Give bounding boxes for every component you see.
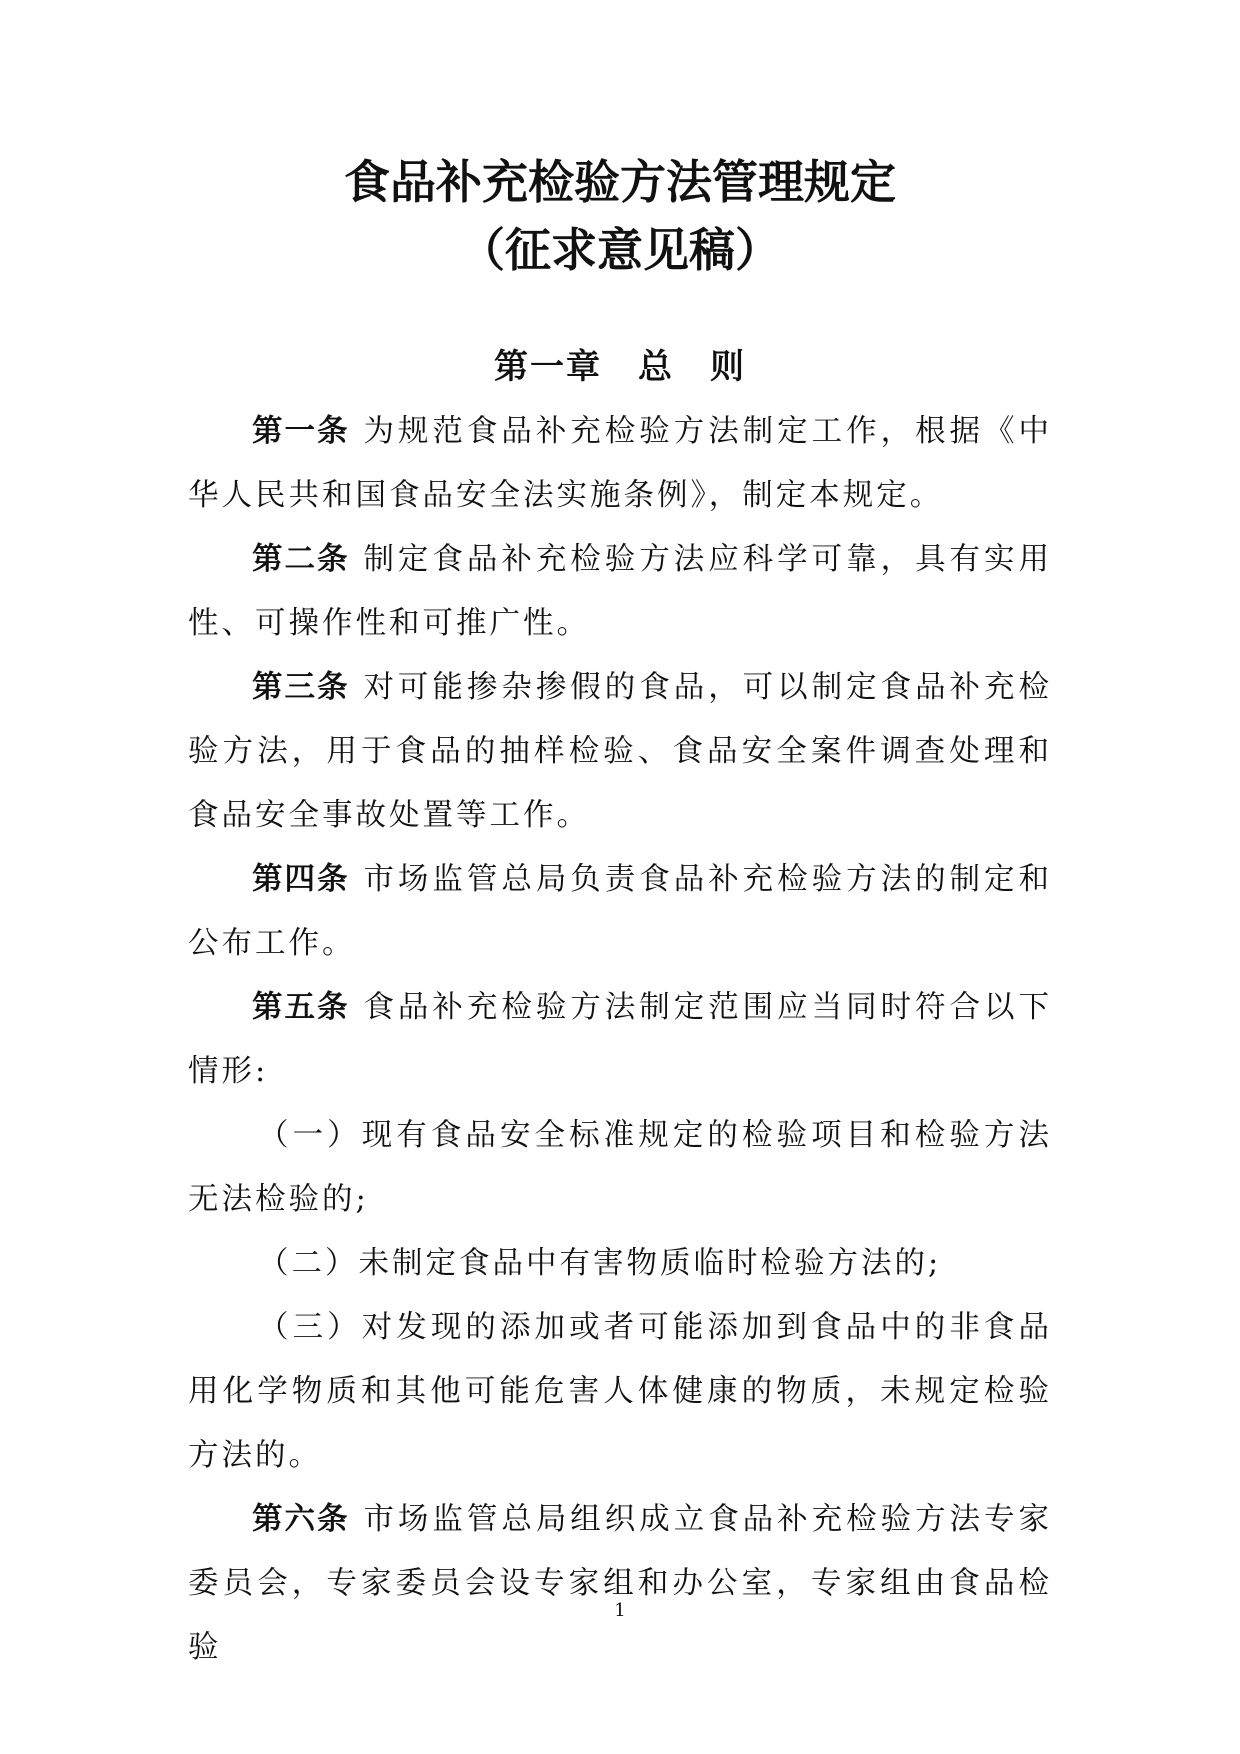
article-text: 为规范食品补充检验方法制定工作，根据《中华人民共和国食品安全法实施条例》，制定本规定。 [188,414,1053,513]
title-main: 食品补充检验方法管理规定 [344,155,896,209]
article-4 [188,848,1052,976]
article-number: 第五条 [252,990,350,1025]
article-3 [188,656,1052,848]
page-number: 1 [614,1600,626,1621]
article-5 [188,976,1052,1104]
article-text: 市场监管总局负责食品补充检验方法的制定和公布工作。 [188,862,1053,961]
article-text: 对可能掺杂掺假的食品，可以制定食品补充检验方法，用于食品的抽样检验、食品安全案件调查处理和食品安全事故处置等工作。 [188,670,1053,833]
article-6 [188,1488,1052,1680]
article-1 [188,400,1052,528]
article-text: 市场监管总局组织成立食品补充检验方法专家委员会，专家委员会设专家组和办公室，专家组由食品检验 [188,1502,1053,1665]
list-item [188,1104,1052,1232]
article-number: 第三条 [252,670,350,705]
chapter-heading: 第一章 总 则 [494,347,746,387]
article-number: 第一条 [252,414,350,449]
article-number: 第二条 [252,542,350,577]
document-title [0,148,1240,284]
article-number: 第四条 [252,862,350,897]
article-number: 第六条 [252,1502,350,1537]
article-text: 制定食品补充检验方法应科学可靠，具有实用性、可操作性和可推广性。 [188,542,1053,641]
article-2 [188,528,1052,656]
title-subtitle: （征求意见稿） [459,223,781,277]
list-item-text: （一）现有食品安全标准规定的检验项目和检验方法无法检验的; [188,1118,1052,1217]
list-item [188,1296,1052,1488]
article-text: 食品补充检验方法制定范围应当同时符合以下情形: [188,990,1053,1089]
list-item-text: （二）未制定食品中有害物质临时检验方法的; [258,1246,942,1281]
document-body [188,400,1052,1680]
list-item-text: （三）对发现的添加或者可能添加到食品中的非食品用化学物质和其他可能危害人体健康的物质，未规定检验方法的。 [188,1310,1052,1473]
list-item [188,1232,1052,1296]
